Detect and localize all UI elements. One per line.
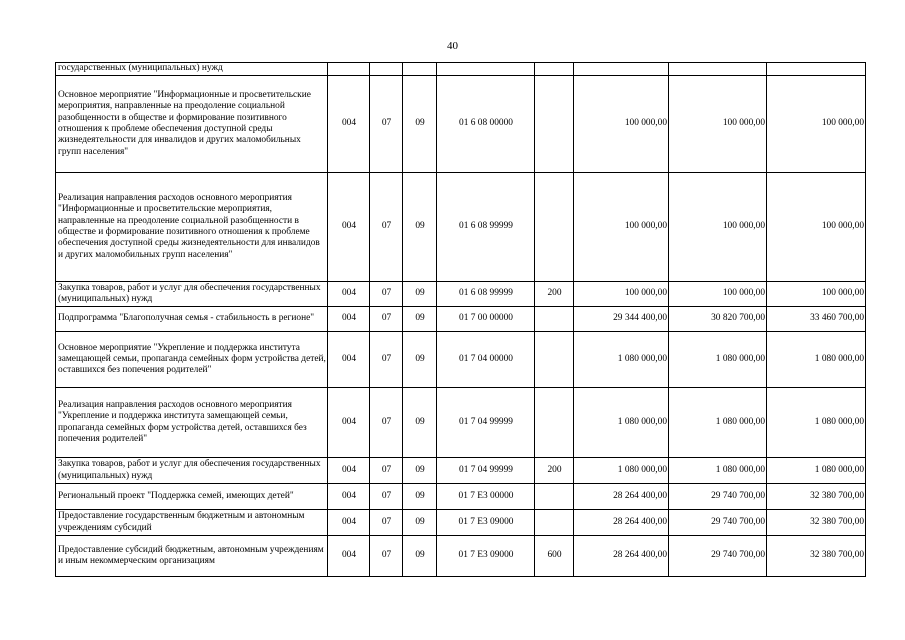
cell-expense-type (535, 510, 574, 536)
cell-subsection: 09 (403, 282, 437, 307)
table-row (56, 388, 866, 458)
table-body (56, 63, 866, 577)
cell-sum-year2: 29 740 700,00 (669, 484, 767, 510)
cell-sum-year1: 1 080 000,00 (574, 388, 669, 458)
cell-sum-year2: 100 000,00 (669, 282, 767, 307)
cell-grbs: 004 (328, 388, 370, 458)
cell-section (370, 63, 403, 76)
cell-sum-year1: 100 000,00 (574, 76, 669, 173)
cell-sum-year1: 29 344 400,00 (574, 307, 669, 332)
cell-section: 07 (370, 307, 403, 332)
cell-sum-year1: 28 264 400,00 (574, 510, 669, 536)
cell-sum-year1: 1 080 000,00 (574, 332, 669, 388)
row-description: Предоставление субсидий бюджетным, автономным учреждениям и иным некоммерческим организациям (56, 536, 328, 577)
cell-sum-year1: 100 000,00 (574, 173, 669, 282)
cell-expense-type (535, 332, 574, 388)
table-row (56, 173, 866, 282)
cell-target-article: 01 7 04 99999 (437, 388, 535, 458)
cell-section: 07 (370, 510, 403, 536)
cell-expense-type (535, 173, 574, 282)
cell-sum-year3: 100 000,00 (767, 76, 866, 173)
cell-section: 07 (370, 458, 403, 484)
cell-subsection (403, 63, 437, 76)
table-row (56, 76, 866, 173)
cell-subsection: 09 (403, 458, 437, 484)
cell-expense-type (535, 484, 574, 510)
cell-grbs: 004 (328, 458, 370, 484)
cell-sum-year2: 29 740 700,00 (669, 510, 767, 536)
row-description: Основное мероприятие "Информационные и просветительские мероприятия, направленные на преодоление социальной разобщенности в обществе и формирование позитивного отношения к проблеме обеспечения доступной среды жизнедеятельности для инвалидов и других маломобильных групп населения" (56, 76, 328, 173)
cell-section: 07 (370, 484, 403, 510)
cell-sum-year3: 100 000,00 (767, 173, 866, 282)
cell-grbs: 004 (328, 332, 370, 388)
cell-target-article (437, 63, 535, 76)
cell-expense-type: 200 (535, 282, 574, 307)
cell-subsection: 09 (403, 307, 437, 332)
page-number: 40 (447, 40, 458, 52)
cell-sum-year2: 100 000,00 (669, 173, 767, 282)
cell-sum-year1 (574, 63, 669, 76)
row-description: Региональный проект "Поддержка семей, имеющих детей" (56, 484, 328, 510)
cell-section: 07 (370, 76, 403, 173)
table-row (56, 484, 866, 510)
cell-target-article: 01 6 08 00000 (437, 76, 535, 173)
row-description: Закупка товаров, работ и услуг для обеспечения государственных (муниципальных) нужд (56, 282, 328, 307)
cell-sum-year2: 1 080 000,00 (669, 458, 767, 484)
cell-grbs: 004 (328, 76, 370, 173)
cell-sum-year3: 32 380 700,00 (767, 484, 866, 510)
cell-sum-year3: 32 380 700,00 (767, 510, 866, 536)
cell-subsection: 09 (403, 536, 437, 577)
cell-grbs (328, 63, 370, 76)
cell-expense-type (535, 76, 574, 173)
cell-expense-type: 200 (535, 458, 574, 484)
cell-subsection: 09 (403, 332, 437, 388)
cell-target-article: 01 7 E3 09000 (437, 536, 535, 577)
cell-target-article: 01 7 00 00000 (437, 307, 535, 332)
cell-section: 07 (370, 388, 403, 458)
cell-sum-year2: 1 080 000,00 (669, 388, 767, 458)
cell-sum-year1: 100 000,00 (574, 282, 669, 307)
row-description: Реализация направления расходов основного мероприятия "Укрепление и поддержка института замещающей семьи, пропаганда семейных форм устройства детей, оставшихся без попечения родителей" (56, 388, 328, 458)
cell-target-article: 01 7 E3 09000 (437, 510, 535, 536)
cell-target-article: 01 7 04 99999 (437, 458, 535, 484)
cell-subsection: 09 (403, 484, 437, 510)
cell-sum-year3 (767, 63, 866, 76)
cell-grbs: 004 (328, 536, 370, 577)
cell-target-article: 01 6 08 99999 (437, 173, 535, 282)
cell-grbs: 004 (328, 173, 370, 282)
row-description: Закупка товаров, работ и услуг для обеспечения государственных (муниципальных) нужд (56, 458, 328, 484)
cell-sum-year2 (669, 63, 767, 76)
cell-grbs: 004 (328, 307, 370, 332)
cell-section: 07 (370, 536, 403, 577)
cell-grbs: 004 (328, 484, 370, 510)
cell-target-article: 01 7 E3 00000 (437, 484, 535, 510)
cell-grbs: 004 (328, 510, 370, 536)
cell-sum-year3: 100 000,00 (767, 282, 866, 307)
cell-sum-year1: 28 264 400,00 (574, 484, 669, 510)
cell-section: 07 (370, 173, 403, 282)
cell-target-article: 01 7 04 00000 (437, 332, 535, 388)
row-description: Предоставление государственным бюджетным и автономным учреждениям субсидий (56, 510, 328, 536)
cell-sum-year2: 30 820 700,00 (669, 307, 767, 332)
cell-subsection: 09 (403, 388, 437, 458)
budget-table (55, 62, 866, 577)
cell-expense-type (535, 63, 574, 76)
cell-sum-year3: 1 080 000,00 (767, 332, 866, 388)
table-row (56, 63, 866, 76)
cell-expense-type (535, 388, 574, 458)
cell-sum-year3: 32 380 700,00 (767, 536, 866, 577)
table-row (56, 536, 866, 577)
cell-sum-year3: 33 460 700,00 (767, 307, 866, 332)
row-description: государственных (муниципальных) нужд (56, 63, 328, 76)
cell-sum-year3: 1 080 000,00 (767, 458, 866, 484)
table-row (56, 510, 866, 536)
cell-section: 07 (370, 332, 403, 388)
cell-subsection: 09 (403, 510, 437, 536)
cell-sum-year3: 1 080 000,00 (767, 388, 866, 458)
table-row (56, 282, 866, 307)
row-description: Основное мероприятие "Укрепление и поддержка института замещающей семьи, пропаганда семейных форм устройства детей, оставшихся без попечения родителей" (56, 332, 328, 388)
cell-grbs: 004 (328, 282, 370, 307)
cell-expense-type (535, 307, 574, 332)
cell-section: 07 (370, 282, 403, 307)
row-description: Реализация направления расходов основного мероприятия "Информационные и просветительские мероприятия, направленные на преодоление социальной разобщенности в обществе и формирование позитивного отношения к проблеме обеспечения доступной среды жизнедеятельности для инвалидов и других маломобильных групп населения" (56, 173, 328, 282)
table-row (56, 332, 866, 388)
row-description: Подпрограмма "Благополучная семья - стабильность в регионе" (56, 307, 328, 332)
cell-sum-year1: 28 264 400,00 (574, 536, 669, 577)
cell-subsection: 09 (403, 173, 437, 282)
cell-sum-year2: 1 080 000,00 (669, 332, 767, 388)
cell-sum-year2: 29 740 700,00 (669, 536, 767, 577)
cell-subsection: 09 (403, 76, 437, 173)
cell-target-article: 01 6 08 99999 (437, 282, 535, 307)
table-row (56, 458, 866, 484)
table-row (56, 307, 866, 332)
cell-sum-year2: 100 000,00 (669, 76, 767, 173)
cell-sum-year1: 1 080 000,00 (574, 458, 669, 484)
cell-expense-type: 600 (535, 536, 574, 577)
